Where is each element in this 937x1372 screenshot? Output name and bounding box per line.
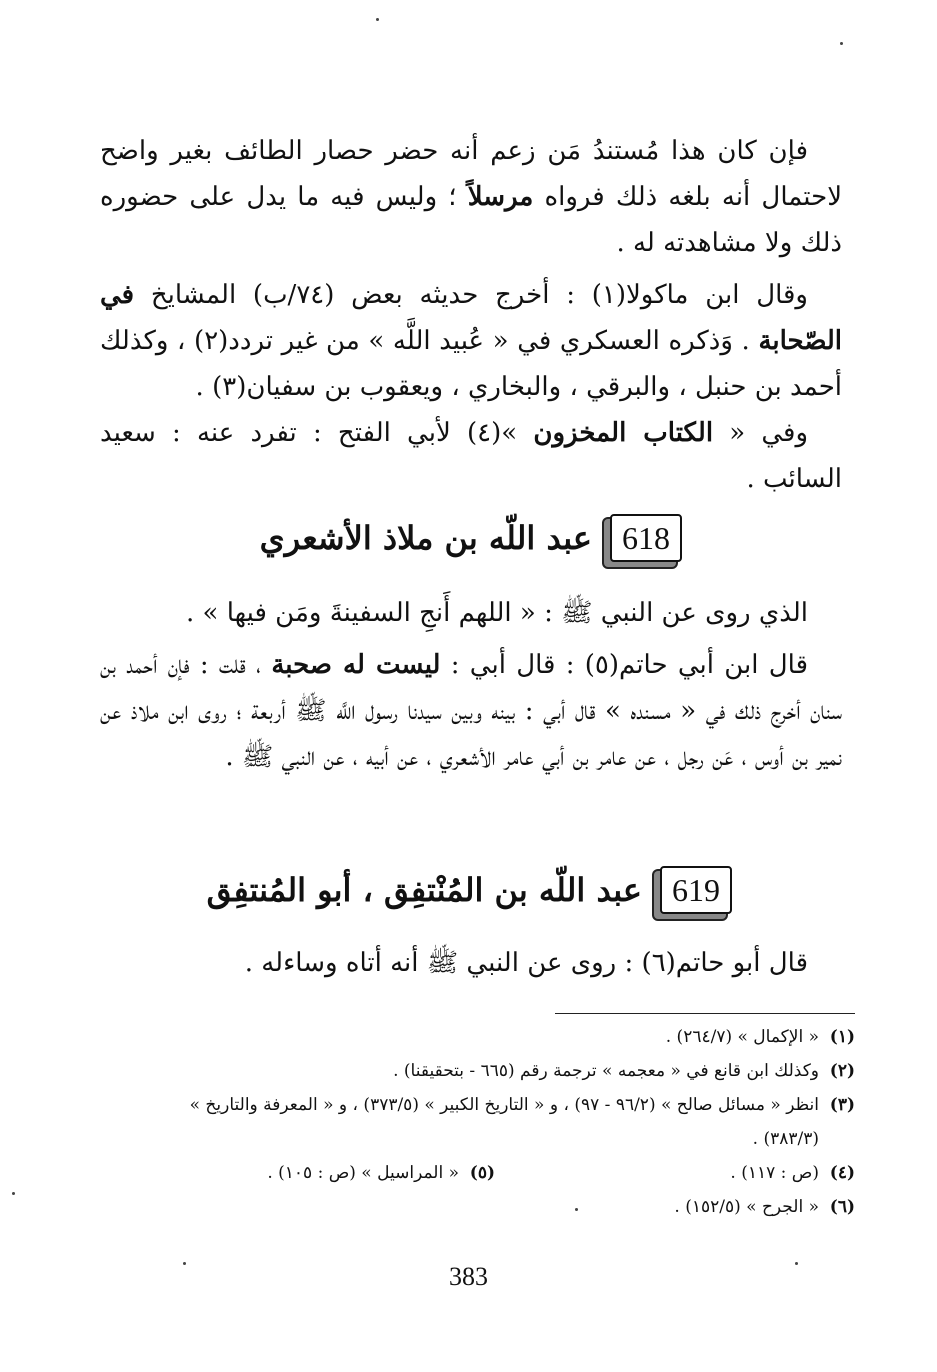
- footnote-separator: [555, 1013, 855, 1014]
- footnote-3-continuation: (٣٨٣/٣) .: [752, 1129, 819, 1149]
- entry-619-section: [100, 940, 842, 986]
- entry-619-number: 619: [672, 871, 720, 908]
- entry-618-section: [100, 590, 842, 780]
- footnote-1-text: « الإكمال » (٢٦٤/٧) .: [665, 1027, 819, 1047]
- paragraph-3-end: »(٤) لأبي الفتح : تفرد عنه : سعيد السائب .: [100, 418, 842, 494]
- paragraph-5-end: ، قلت : فإن أحمد بن سنان أخرج ذلك في « مسنده » قال أبي : بينه وبين سيدنا رسول اللَّه ﷺ أربعة ؛ روى ابن ملاذ عن نمير بن أوس ، عَن رجل ، عن عامر بن أبي عامر الأشعري ، عن أبيه ، عن النبي ﷺ .: [100, 650, 842, 772]
- paragraph-1-text: فإن كان هذا مُستندُ مَن زعم أنه حضر حصار الطائف بغير واضح لاحتمال أنه بلغه ذلك فرواه: [100, 136, 843, 212]
- footnote-5-text: « المراسيل » (ص : ١٠٥) .: [267, 1163, 459, 1183]
- paragraph-4: [100, 590, 842, 636]
- scan-speck: [840, 42, 843, 45]
- paragraph-2: [100, 272, 842, 410]
- entry-618-number: 618: [622, 519, 670, 556]
- entry-618-title: عبد اللّه بن ملاذ الأشعري: [259, 519, 592, 557]
- footnote-6-number: (٦): [829, 1197, 855, 1217]
- paragraph-5-start: قال ابن أبي حاتم(٥) : قال أبي :: [450, 650, 809, 680]
- paragraph-2-start: وقال ابن ماكولا(١) : أخرج حديثه بعض (٧٤/ب) المشايخ: [150, 280, 808, 310]
- page-number: 383: [449, 1262, 488, 1291]
- paragraph-5: [100, 642, 842, 780]
- scan-speck: [795, 1262, 798, 1265]
- paragraph-2-bold: في الصّحابة: [100, 280, 843, 356]
- scan-speck: [376, 18, 379, 21]
- footnotes-4-5: [110, 1156, 855, 1190]
- paragraph-6-text: قال أبو حاتم(٦) : روى عن النبي ﷺ أنه أتاه وساءله .: [244, 948, 808, 978]
- paragraph-3-start: وفي «: [729, 418, 809, 448]
- footnote-3-number: (٣): [829, 1095, 855, 1115]
- paragraph-1-bold: مرسلاً: [467, 182, 534, 212]
- footnote-6: [110, 1190, 855, 1224]
- footnote-4-number: (٤): [829, 1163, 855, 1183]
- opening-section: [100, 128, 842, 502]
- entry-618-number-box: [610, 514, 682, 562]
- entry-618-heading: [260, 514, 682, 562]
- scan-speck: [575, 1208, 578, 1211]
- entry-619-number-box: [660, 866, 732, 914]
- footnote-1-number: (١): [829, 1027, 855, 1047]
- footnote-2: [110, 1054, 855, 1088]
- entry-619-heading: [207, 866, 732, 914]
- scan-speck: [12, 1192, 15, 1195]
- footnote-4: [535, 1156, 855, 1190]
- paragraph-6: [100, 940, 842, 986]
- paragraph-1-end: ؛ وليس فيه ما يدل على حضوره ذلك ولا مشاهدته له .: [100, 182, 842, 258]
- entry-619-title: عبد اللّه بن المُنْتفِق ، أبو المُنتفِق: [206, 871, 642, 909]
- footnote-6-text: « الجرح » (١٥٢/٥) .: [674, 1197, 819, 1217]
- footnote-3: [110, 1088, 855, 1122]
- paragraph-3-bold: الكتاب المخزون: [533, 418, 714, 448]
- paragraph-1: [100, 128, 842, 266]
- footnote-2-number: (٢): [829, 1061, 855, 1081]
- footnote-4-text: (ص : ١١٧) .: [730, 1163, 819, 1183]
- footnote-5-number: (٥): [469, 1163, 495, 1183]
- paragraph-5-bold: ليست له صحبة: [271, 650, 441, 680]
- footnote-3-text: انظر « مسائل صالح » (٩٦/٢ - ٩٧) ، و « التاريخ الكبير » (٣٧٣/٥) ، و « المعرفة والتاريخ »: [189, 1095, 819, 1115]
- paragraph-2-end: . وَذكره العسكري في « عُبيد اللَّه » من غير تردد(٢) ، وكذلك أحمد بن حنبل ، والبرقي ، والبخاري ، ويعقوب بن سفيان(٣) .: [100, 326, 842, 402]
- footnote-2-text: وكذلك ابن قانع في « معجمه » ترجمة رقم (٦٦٥ - بتحقيقنا) .: [393, 1061, 819, 1081]
- paragraph-3: [100, 410, 842, 502]
- footnote-5: [175, 1156, 495, 1190]
- footnotes: [110, 1020, 855, 1224]
- scan-speck: [183, 1262, 186, 1265]
- paragraph-4-text: الذي روى عن النبي ﷺ : « اللهم أَنجِ السفينةَ ومَن فيها » .: [186, 598, 808, 628]
- footnote-1: [110, 1020, 855, 1054]
